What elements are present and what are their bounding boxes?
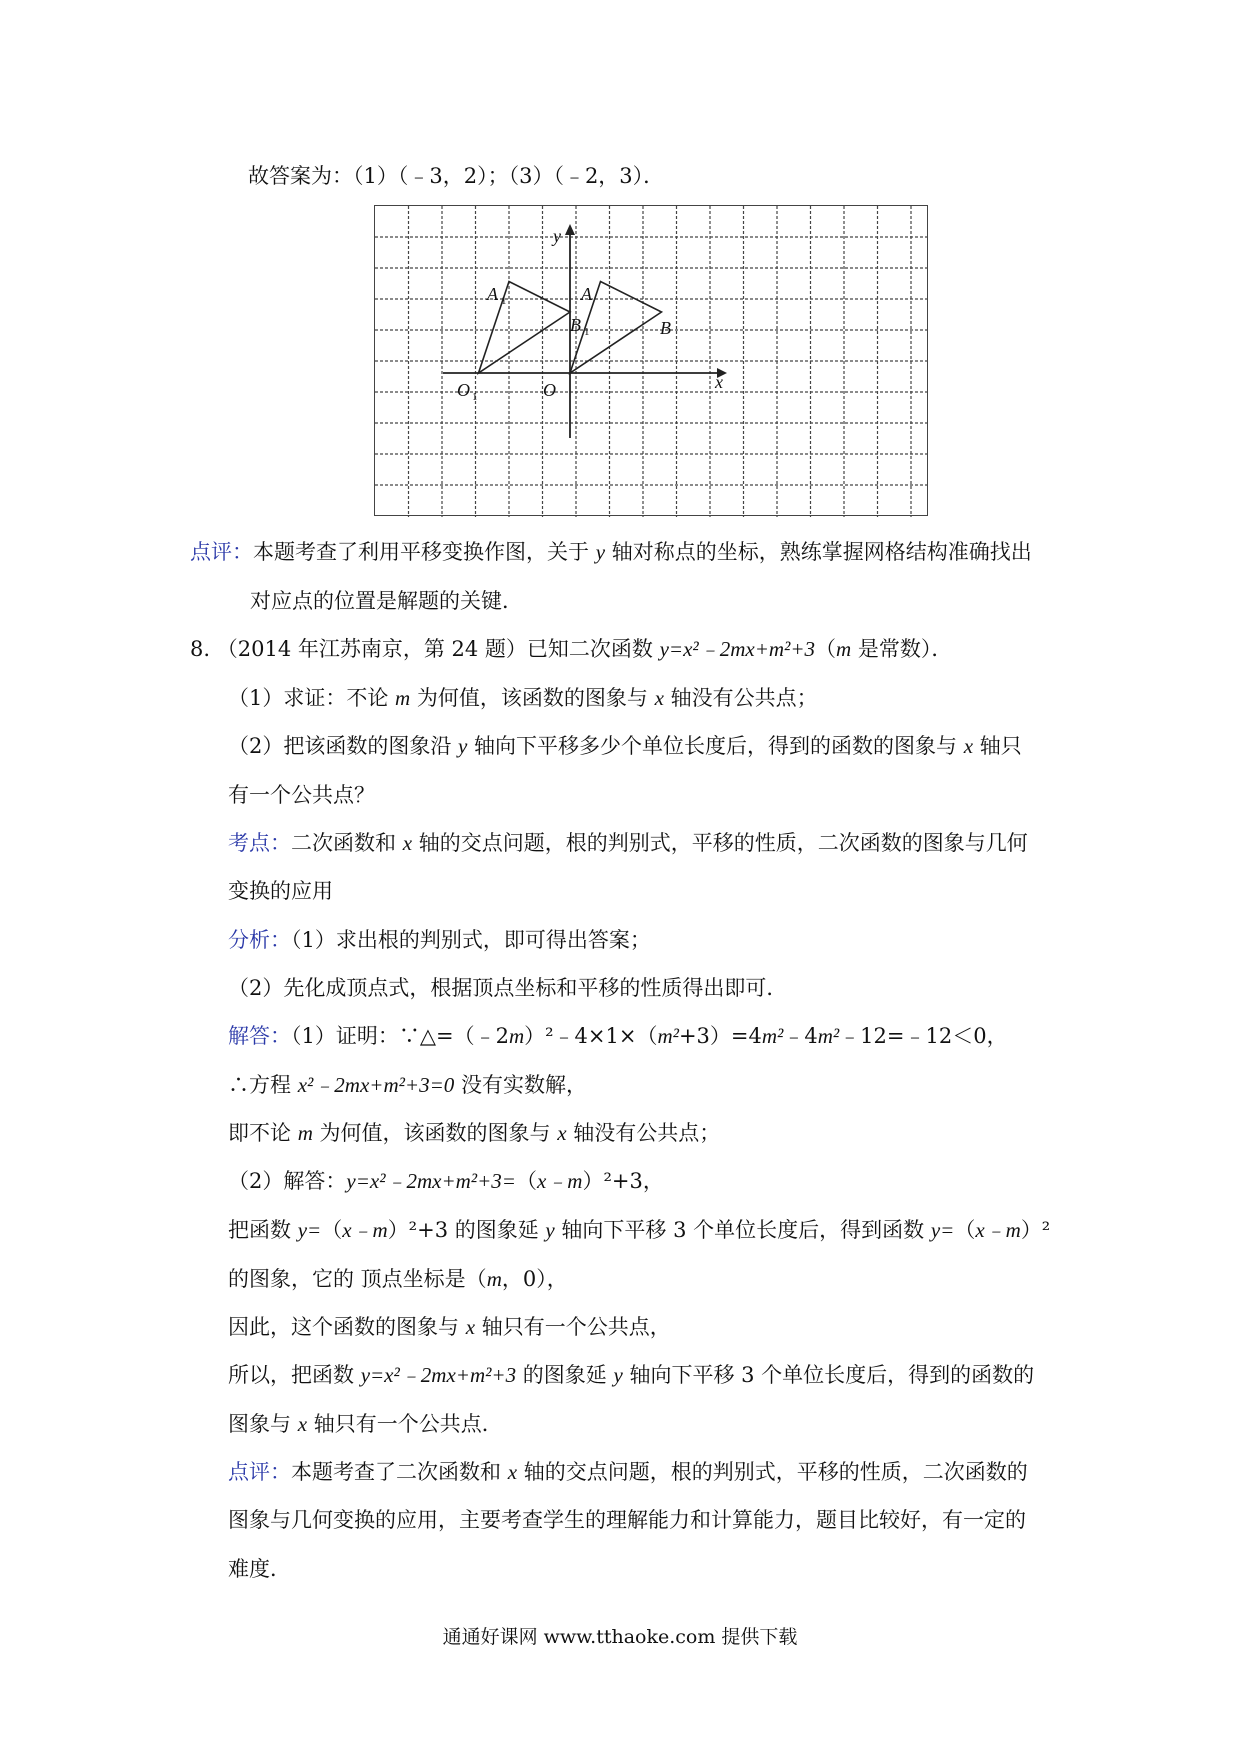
answer-line: 故答案为：（1）（﹣3，2）；（3）（﹣2，3）． bbox=[248, 164, 665, 188]
fenxi-line-2: （2）先化成顶点式，根据顶点坐标和平移的性质得出即可． bbox=[228, 976, 788, 1000]
review-label: 点评： bbox=[190, 540, 253, 564]
label-O: O bbox=[543, 380, 556, 400]
label-A1-sub: 1 bbox=[501, 295, 507, 307]
jieda-label: 解答： bbox=[228, 1024, 291, 1048]
kaodian-label: 考点： bbox=[228, 831, 291, 855]
question-8-part-2-cont: 有一个公共点？ bbox=[228, 783, 375, 807]
coordinate-grid-figure bbox=[374, 205, 928, 516]
review-line-2: 对应点的位置是解题的关键． bbox=[250, 589, 523, 613]
fenxi-line-1: 分析：（1）求出根的判别式，即可得出答案； bbox=[228, 928, 651, 952]
question-8-stem: 8. （2014 年江苏南京，第 24 题）已知二次函数 y=x²﹣2mx+m²+3（m 是常数）． bbox=[190, 637, 953, 661]
y-axis-arrow bbox=[565, 224, 575, 235]
review8-line-3: 难度． bbox=[228, 1557, 291, 1581]
kaodian-line-2: 变换的应用 bbox=[228, 879, 333, 903]
review8-label: 点评： bbox=[228, 1460, 291, 1484]
question-number: 8. bbox=[190, 637, 211, 661]
jieda-line-4: （2）解答：y=x²﹣2mx+m²+3=（x﹣m）²+3， bbox=[228, 1169, 664, 1193]
jieda-line-9: 图象与 x 轴只有一个公共点． bbox=[228, 1412, 503, 1436]
label-A: A bbox=[581, 284, 592, 304]
review8-line-1: 点评：本题考查了二次函数和 x 轴的交点问题，根的判别式，平移的性质，二次函数的 bbox=[228, 1460, 1028, 1484]
jieda-line-1: 解答：（1）证明：∵△=（﹣2m）²﹣4×1×（m²+3）=4m²﹣4m²﹣12=﹣12＜0， bbox=[228, 1024, 1008, 1048]
kaodian-line-1: 考点：二次函数和 x 轴的交点问题，根的判别式，平移的性质，二次函数的图象与几何 bbox=[228, 831, 1028, 855]
label-B: B bbox=[660, 318, 671, 338]
review-line-1: 点评：本题考查了利用平移变换作图，关于 y 轴对称点的坐标，熟练掌握网格结构准确找出 bbox=[190, 540, 1032, 564]
jieda-line-6: 的图象，它的 顶点坐标是（m，0）， bbox=[228, 1267, 568, 1291]
question-8-part-2: （2）把该函数的图象沿 y 轴向下平移多少个单位长度后，得到的函数的图象与 x 轴只 bbox=[228, 734, 1022, 758]
page-footer: 通通好课网 www.tthaoke.com 提供下载 bbox=[442, 1626, 798, 1648]
jieda-line-2: ∴方程 x²﹣2mx+m²+3=0 没有实数解， bbox=[228, 1073, 587, 1097]
label-A1: A bbox=[487, 284, 498, 304]
label-y: y bbox=[553, 226, 561, 246]
jieda-line-8: 所以，把函数 y=x²﹣2mx+m²+3 的图象延 y 轴向下平移 3 个单位长度后，得到的函数的 bbox=[228, 1363, 1035, 1387]
label-B1: B bbox=[570, 315, 581, 335]
jieda-line-3: 即不论 m 为何值，该函数的图象与 x 轴没有公共点； bbox=[228, 1121, 721, 1145]
review8-line-2: 图象与几何变换的应用，主要考查学生的理解能力和计算能力，题目比较好，有一定的 bbox=[228, 1508, 1026, 1532]
jieda-line-7: 因此，这个函数的图象与 x 轴只有一个公共点， bbox=[228, 1315, 671, 1339]
fenxi-label: 分析： bbox=[228, 928, 291, 952]
question-8-part-1: （1）求证：不论 m 为何值，该函数的图象与 x 轴没有公共点； bbox=[228, 686, 818, 710]
label-O1-sub: 1 bbox=[472, 391, 478, 403]
grid-svg bbox=[375, 206, 929, 517]
label-x: x bbox=[715, 372, 723, 392]
label-O1: O bbox=[457, 380, 470, 400]
jieda-line-5: 把函数 y=（x﹣m）²+3 的图象延 y 轴向下平移 3 个单位长度后，得到函数 y=（x﹣m）² bbox=[228, 1218, 1051, 1242]
label-B1-sub: 1 bbox=[584, 326, 590, 338]
